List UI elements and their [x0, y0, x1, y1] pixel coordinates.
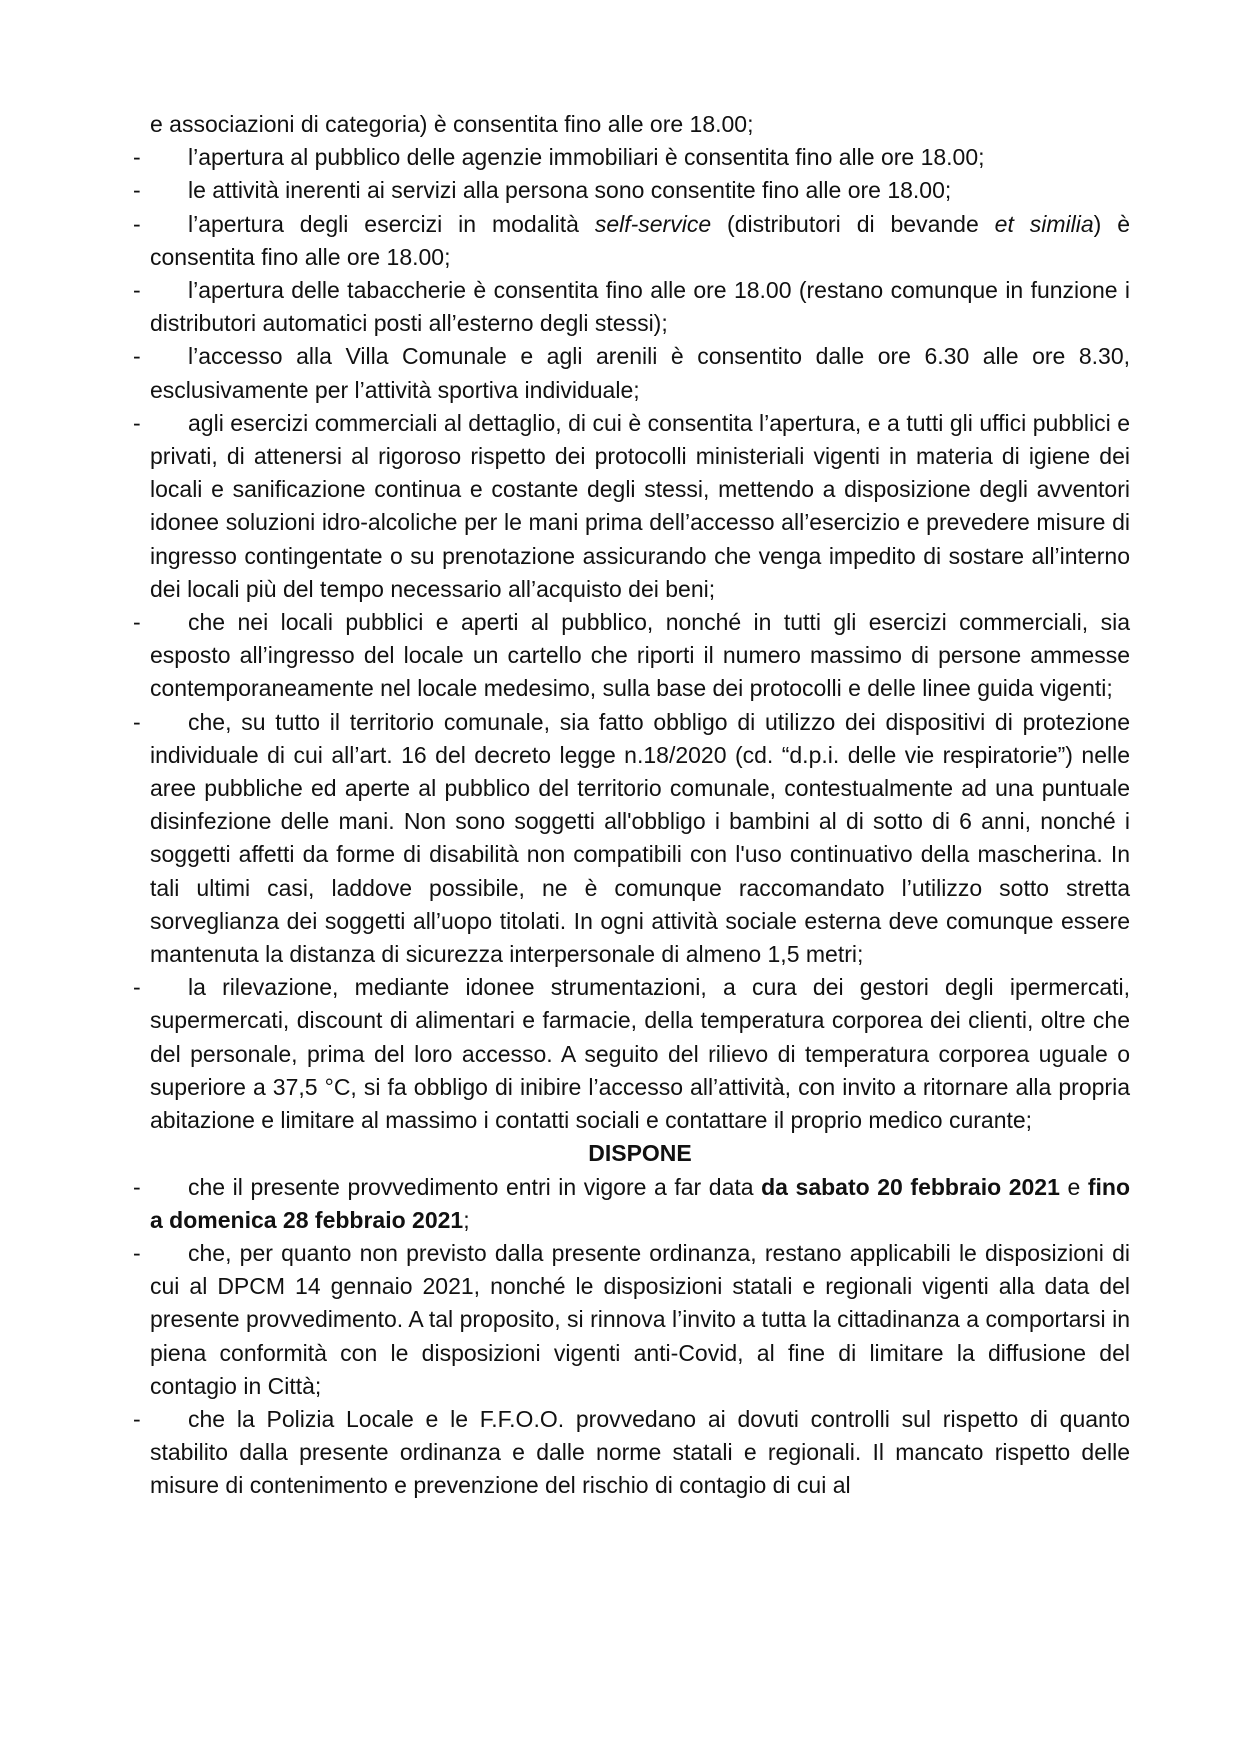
list-item-esercizi-commerciali: - agli esercizi commerciali al dettaglio, di cui è consentita l’apertura, e a tutti gli uffici pubblici e privati, di attenersi al rigoroso rispetto dei protocolli ministeriali vigenti in materia di igiene dei locali e sanificazione continua e costante degli stessi, mettendo a disposizione degli avventori idonee soluzioni idro-alcoliche per le mani prima dell’accesso all’esercizio e prevedere misure di ingresso contingentate o su prenotazione assicurando che venga impedito di sostare all’interno dei locali più del tempo necessario all’acquisto dei beni; — [134, 407, 1130, 606]
list-dash: - — [133, 708, 141, 735]
list-dash: - — [133, 974, 141, 1001]
list-dash: - — [133, 409, 141, 436]
list-dash: - — [133, 277, 141, 304]
list-item-dpi-obbligo: - che, su tutto il territorio comunale, sia fatto obbligo di utilizzo dei dispositivi di protezione individuale di cui all’art. 16 del decreto legge n.18/2020 (cd. “d.p.i. delle vie respiratorie”) nelle aree pubbliche ed aperte al pubblico del territorio comunale, contestualmente ad una puntuale disinfezione delle mani. Non sono soggetti all'obbligo i bambini al di sotto di 6 anni, nonché i soggetti affetti da forme di disabilità non compatibili con l'uso continuativo della mascherina. In tali ultimi casi, laddove possibile, ne è comunque raccomandato l’utilizzo sotto stretta sorveglianza dei soggetti all’uopo titolati. In ogni attività sociale esterna deve comunque essere mantenuta la distanza di sicurezza interpersonale di almeno 1,5 metri; — [134, 706, 1130, 972]
list-dash: - — [133, 177, 141, 204]
list-item-agenzie-immobiliari: - l’apertura al pubblico delle agenzie immobiliari è consentita fino alle ore 18.00; — [134, 141, 1130, 174]
list-dash: - — [133, 1173, 141, 1200]
list-item-cartello-ingresso: - che nei locali pubblici e aperti al pubblico, nonché in tutti gli esercizi commerciali, sia esposto all’ingresso del locale un cartello che riporti il numero massimo di persone ammesse contemporaneamente nel locale medesimo, sulla base dei protocolli e delle linee guida vigenti; — [134, 606, 1130, 706]
section-heading-dispone: DISPONE — [588, 1140, 692, 1167]
intro-continuation: e associazioni di categoria) è consentita fino alle ore 18.00; — [150, 111, 754, 137]
list-dash: - — [133, 1239, 141, 1266]
list-dash: - — [133, 343, 141, 370]
list-item-controlli-polizia: - che la Polizia Locale e le F.F.O.O. provvedano ai dovuti controlli sul rispetto di quanto stabilito dalla presente ordinanza e dalle norme statali e regionali. Il mancato rispetto delle misure di contenimento e prevenzione del rischio di contagio di cui al — [134, 1403, 1130, 1503]
list-dash: - — [133, 144, 141, 171]
list-item-tabaccherie: - l’apertura delle tabaccherie è consentita fino alle ore 18.00 (restano comunque in funzione i distributori automatici posti all’esterno degli stessi); — [134, 274, 1130, 340]
list-item-disposizioni-applicabili: - che, per quanto non previsto dalla presente ordinanza, restano applicabili le disposizioni di cui al DPCM 14 gennaio 2021, nonché le disposizioni statali e regionali vigenti alla data del presente provvedimento. A tal proposito, si rinnova l’invito a tutta la cittadinanza a comportarsi in piena conformità con le disposizioni vigenti anti-Covid, al fine di limitare la diffusione del contagio in Città; — [134, 1237, 1130, 1403]
list-item-villa-comunale: - l’accesso alla Villa Comunale e agli arenili è consentito dalle ore 6.30 alle ore 8.30, esclusivamente per l’attività sportiva individuale; — [134, 340, 1130, 406]
list-item-self-service: - l’apertura degli esercizi in modalità self-service (distributori di bevande et similia) è consentita fino alle ore 18.00; — [134, 208, 1130, 274]
list-dash: - — [133, 609, 141, 636]
list-dash: - — [133, 210, 141, 237]
list-item-entrata-vigore: - che il presente provvedimento entri in vigore a far data da sabato 20 febbraio 2021 e fino a domenica 28 febbraio 2021; — [134, 1171, 1130, 1237]
document-body — [134, 108, 1130, 1503]
list-item-servizi-persona: - le attività inerenti ai servizi alla persona sono consentite fino alle ore 18.00; — [134, 174, 1130, 207]
list-dash: - — [133, 1405, 141, 1432]
list-item-rilevazione-temperatura: - la rilevazione, mediante idonee strumentazioni, a cura dei gestori degli ipermercati, supermercati, discount di alimentari e farmacie, della temperatura corporea dei clienti, oltre che del personale, prima del loro accesso. A seguito del rilievo di temperatura corporea uguale o superiore a 37,5 °C, si fa obbligo di inibire l’accesso all’attività, con invito a ritornare alla propria abitazione e limitare al massimo i contatti sociali e contattare il proprio medico curante; — [134, 971, 1130, 1137]
